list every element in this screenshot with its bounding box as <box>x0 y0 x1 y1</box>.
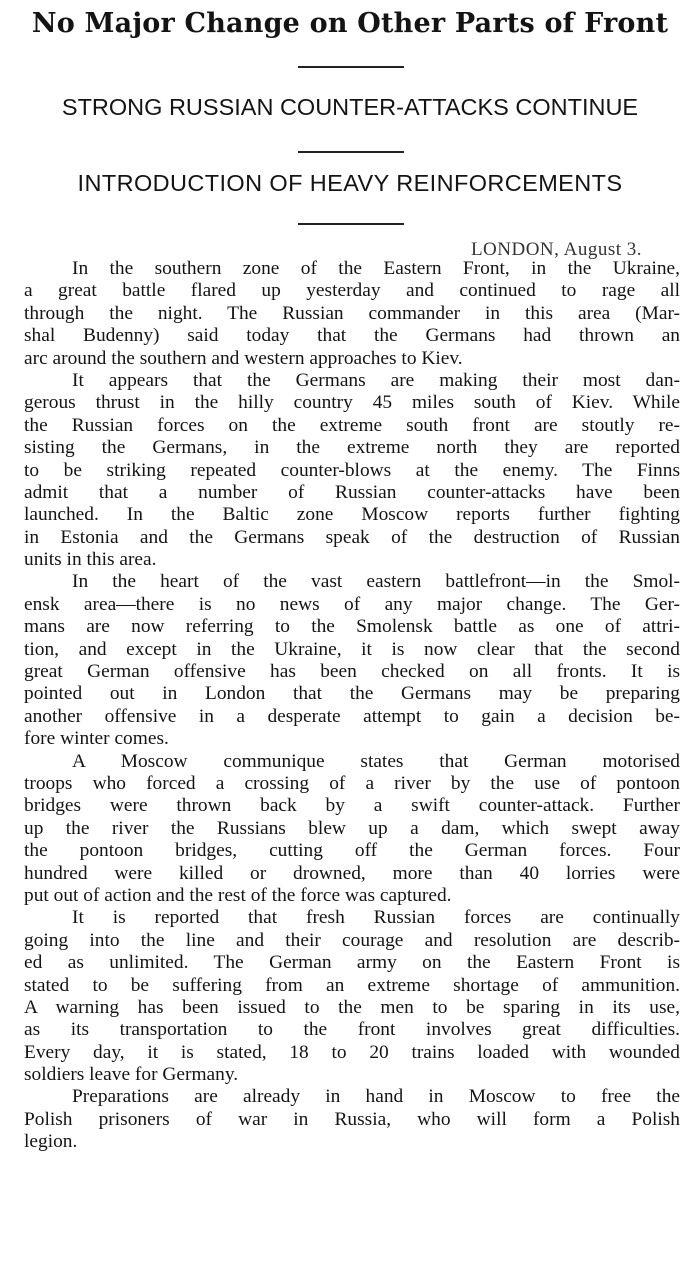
paragraph-line: units in this area. <box>24 549 157 571</box>
paragraph-line: to be striking repeated counter-blows at the enemy. The Finns <box>24 459 680 481</box>
paragraph-line: soldiers leave for Germany. <box>24 1064 239 1086</box>
article-paragraph <box>24 751 680 908</box>
paragraph-line: In the heart of the vast eastern battlefront—in the Smol- <box>72 571 680 593</box>
paragraph-line: a great battle flared up yesterday and continued to rage all <box>24 280 680 302</box>
headline-divider <box>298 66 404 68</box>
article-paragraph <box>24 907 680 1086</box>
paragraph-line: launched. In the Baltic zone Moscow reports further fighting <box>24 504 680 526</box>
paragraph-line: going into the line and their courage and resolution are describ- <box>24 929 680 951</box>
headline-divider <box>298 223 404 225</box>
article-paragraph <box>24 370 680 572</box>
article-body <box>24 258 680 1154</box>
third-headline: INTRODUCTION OF HEAVY REINFORCEMENTS <box>77 170 623 196</box>
paragraph-line: another offensive in a desperate attempt to gain a decision be- <box>24 705 680 727</box>
paragraph-line: arc around the southern and western approaches to Kiev. <box>24 347 463 369</box>
paragraph-line: It appears that the Germans are making their most dan- <box>72 369 680 391</box>
paragraph-line: in Estonia and the Germans speak of the destruction of Russian <box>24 526 680 548</box>
paragraph-line: sisting the Germans, in the extreme north they are reported <box>24 437 680 459</box>
main-headline: No Major Change on Other Parts of Front <box>31 8 669 39</box>
paragraph-line: mans are now referring to the Smolensk battle as one of attri- <box>24 616 680 638</box>
paragraph-line: bridges were thrown back by a swift counter-attack. Further <box>24 795 680 817</box>
paragraph-line: the Russian forces on the extreme south front are stoutly re- <box>24 414 680 436</box>
article-paragraph <box>24 571 680 750</box>
headline-divider <box>298 151 404 153</box>
paragraph-line: admit that a number of Russian counter-attacks have been <box>24 481 680 503</box>
paragraph-line: Preparations are already in hand in Moscow to free the <box>72 1086 680 1108</box>
paragraph-line: through the night. The Russian commander in this area (Mar- <box>24 302 680 324</box>
paragraph-line: great German offensive has been checked on all fronts. It is <box>24 661 680 683</box>
paragraph-line: up the river the Russians blew up a dam, which swept away <box>24 817 680 839</box>
second-headline: STRONG RUSSIAN COUNTER-ATTACKS CONTINUE <box>61 94 639 120</box>
paragraph-line: A warning has been issued to the men to be sparing in its use, <box>24 996 680 1018</box>
paragraph-line: as its transportation to the front involves great difficulties. <box>24 1019 680 1041</box>
paragraph-line: shal Budenny) said today that the Germans had thrown an <box>24 325 680 347</box>
article-paragraph <box>24 1086 680 1153</box>
paragraph-line: A Moscow communique states that German motorised <box>72 750 680 772</box>
paragraph-line: gerous thrust in the hilly country 45 miles south of Kiev. While <box>24 392 680 414</box>
article-paragraph <box>24 258 680 370</box>
paragraph-line: pointed out in London that the Germans may be preparing <box>24 683 680 705</box>
paragraph-line: legion. <box>24 1131 78 1153</box>
paragraph-line: troops who forced a crossing of a river by the use of pontoon <box>24 772 680 794</box>
paragraph-line: hundred were killed or drowned, more than 40 lorries were <box>24 862 680 884</box>
paragraph-line: the pontoon bridges, cutting off the German forces. Four <box>24 840 680 862</box>
paragraph-line: tion, and except in the Ukraine, it is now clear that the second <box>24 638 680 660</box>
paragraph-line: put out of action and the rest of the force was captured. <box>24 884 452 906</box>
dateline: LONDON, August 3. <box>470 239 642 260</box>
paragraph-line: In the southern zone of the Eastern Front, in the Ukraine, <box>72 258 680 279</box>
paragraph-line: Polish prisoners of war in Russia, who will form a Polish <box>24 1108 680 1130</box>
paragraph-line: Every day, it is stated, 18 to 20 trains loaded with wounded <box>24 1041 680 1063</box>
paragraph-line: ensk area—there is no news of any major change. The Ger- <box>24 593 680 615</box>
paragraph-line: It is reported that fresh Russian forces are continually <box>72 907 680 929</box>
paragraph-line: stated to be suffering from an extreme shortage of ammunition. <box>24 974 680 996</box>
paragraph-line: ed as unlimited. The German army on the Eastern Front is <box>24 952 680 974</box>
paragraph-line: fore winter comes. <box>24 728 169 750</box>
